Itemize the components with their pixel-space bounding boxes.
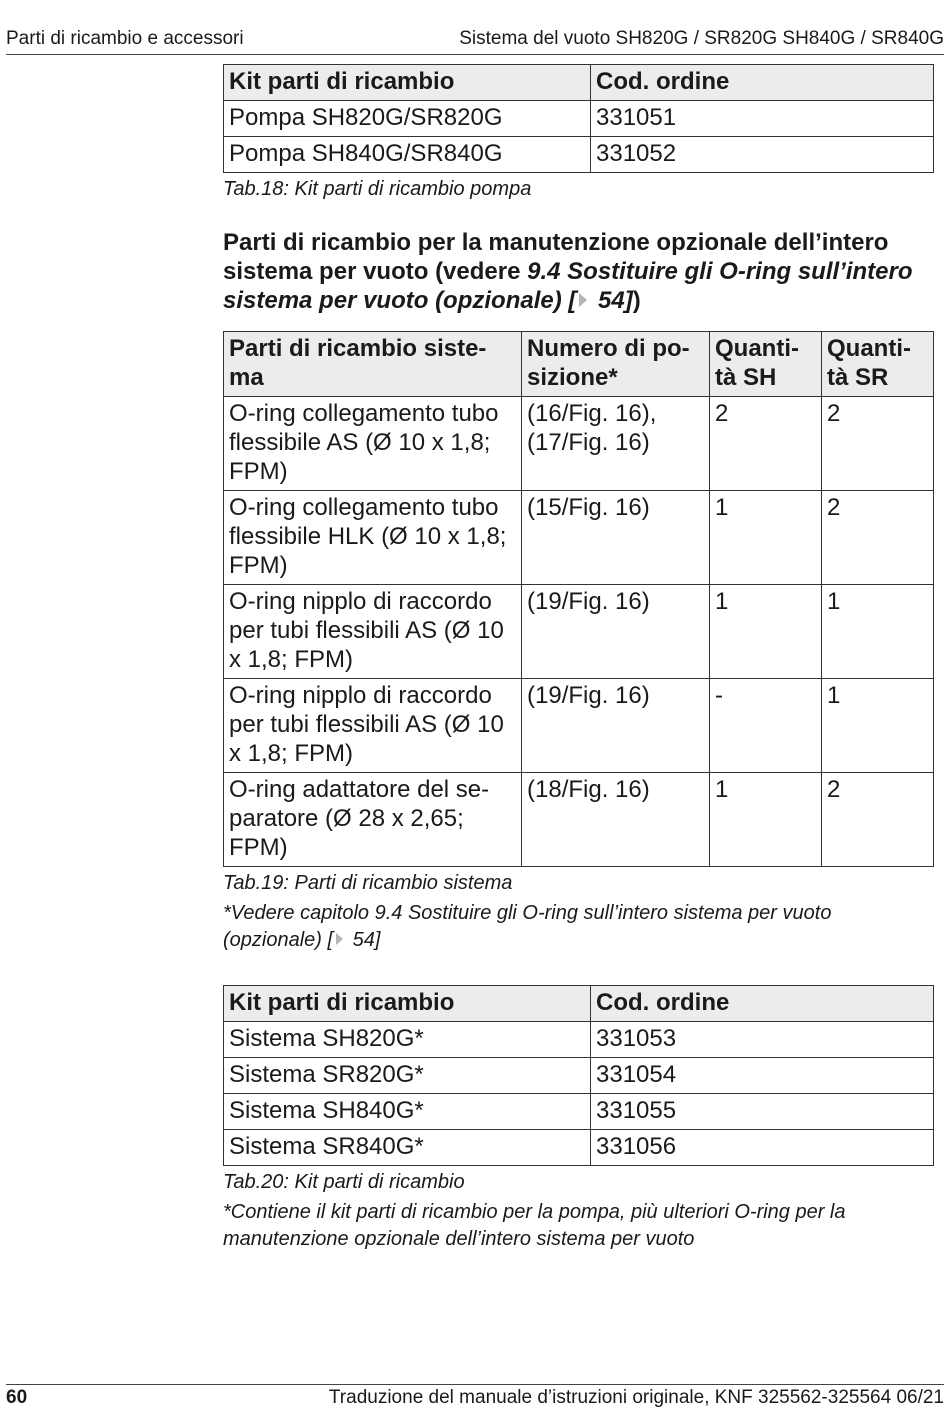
table-cell: Pompa SH840G/SR840G [224,137,591,173]
table-header-row [224,986,934,1022]
table-cell: 2 [710,397,822,491]
column-header: Kit parti di ricambio [224,986,591,1022]
table-cell: 1 [710,491,822,585]
page-number: 60 [6,1387,28,1408]
column-header: Quanti-tà SH [710,332,822,397]
column-header: Parti di ricambio siste-ma [224,332,522,397]
table-note [223,900,933,954]
table-row [224,491,934,585]
header-section-title: Parti di ricambio e accessori [6,28,244,49]
table-cell: O-ring adattatore del se-paratore (Ø 28 x 2,65; FPM) [224,773,522,867]
table-row [224,1058,934,1094]
note-page-link[interactable]: 54] [347,929,381,951]
table-row [224,1130,934,1166]
table-cell: - [710,679,822,773]
table-header-row [224,65,934,101]
table-cell: Sistema SH820G* [224,1022,591,1058]
table-row [224,397,934,491]
heading-text: Parti di ricambio per la manutenzione opzionale dell’intero sistema per vuoto (vedere [223,229,889,285]
table-caption: Tab.18: Kit parti di ricambio pompa [223,178,532,200]
table-caption: Tab.19: Parti di ricambio sistema [223,872,513,894]
table-cell: 2 [822,773,934,867]
note-text: *Vedere capitolo 9.4 Sostituire gli O-ring sull’intero sistema per vuoto (opzionale) [ [223,902,832,951]
column-header: Quanti-tà SR [822,332,934,397]
table-cell: 331056 [591,1130,934,1166]
table-cell: Pompa SH820G/SR820G [224,101,591,137]
table-cell: (19/Fig. 16) [522,679,710,773]
pump-kit-table [223,64,934,173]
table-cell: 1 [710,773,822,867]
system-spare-parts-table [223,331,934,867]
table-cell: 2 [822,397,934,491]
table-cell: (15/Fig. 16) [522,491,710,585]
table-cell: (19/Fig. 16) [522,585,710,679]
triangle-right-icon [336,933,343,945]
table-note: *Contiene il kit parti di ricambio per la pompa, più ulteriori O-ring per la manutenzione opzionale dell’intero sistema per vuoto [223,1201,846,1250]
heading-reference-page: 54] [591,287,633,314]
table-cell: 331053 [591,1022,934,1058]
table-cell: O-ring nipplo di raccordo per tubi flessibili AS (Ø 10 x 1,8; FPM) [224,585,522,679]
column-header: Cod. ordine [591,986,934,1022]
table-row [224,1022,934,1058]
table-caption: Tab.20: Kit parti di ricambio [223,1171,465,1193]
table-row [224,585,934,679]
table-cell: 331054 [591,1058,934,1094]
table-cell: 1 [710,585,822,679]
heading-close: ) [632,287,641,314]
triangle-right-icon [579,293,587,307]
heading-reference: 9.4 Sostituire gli O-ring sull’intero sistema per vuoto (opzionale) [ [223,258,913,314]
table-cell: O-ring nipplo di raccordo per tubi flessibili AS (Ø 10 x 1,8; FPM) [224,679,522,773]
table-cell: 331051 [591,101,934,137]
footer-document-info: Traduzione del manuale d’istruzioni originale, KNF 325562-325564 06/21 [328,1387,944,1408]
table-row [224,101,934,137]
section-heading [223,228,933,315]
table-cell: O-ring collegamento tubo flessibile HLK (Ø 10 x 1,8; FPM) [224,491,522,585]
column-header: Cod. ordine [591,65,934,101]
table19-block [223,331,933,954]
system-kit-table [223,985,934,1166]
table18-block [223,64,933,203]
page-footer [6,1384,944,1408]
table-cell: Sistema SR820G* [224,1058,591,1094]
table-cell: 1 [822,585,934,679]
page-header [6,24,944,55]
table-cell: O-ring collegamento tubo flessibile AS (Ø 10 x 1,8; FPM) [224,397,522,491]
table-cell: Sistema SR840G* [224,1130,591,1166]
table-row [224,137,934,173]
table-row [224,1094,934,1130]
column-header: Kit parti di ricambio [224,65,591,101]
table-header-row [224,332,934,397]
table-cell: (16/Fig. 16), (17/Fig. 16) [522,397,710,491]
column-header: Numero di po-sizione* [522,332,710,397]
table-cell: (18/Fig. 16) [522,773,710,867]
table-cell: 331055 [591,1094,934,1130]
table-cell: 2 [822,491,934,585]
table20-block [223,985,933,1253]
table-cell: Sistema SH840G* [224,1094,591,1130]
table-cell: 331052 [591,137,934,173]
header-product-title: Sistema del vuoto SH820G / SR820G SH840G / SR840G [459,28,944,49]
table-row [224,679,934,773]
table-cell: 1 [822,679,934,773]
table-row [224,773,934,867]
